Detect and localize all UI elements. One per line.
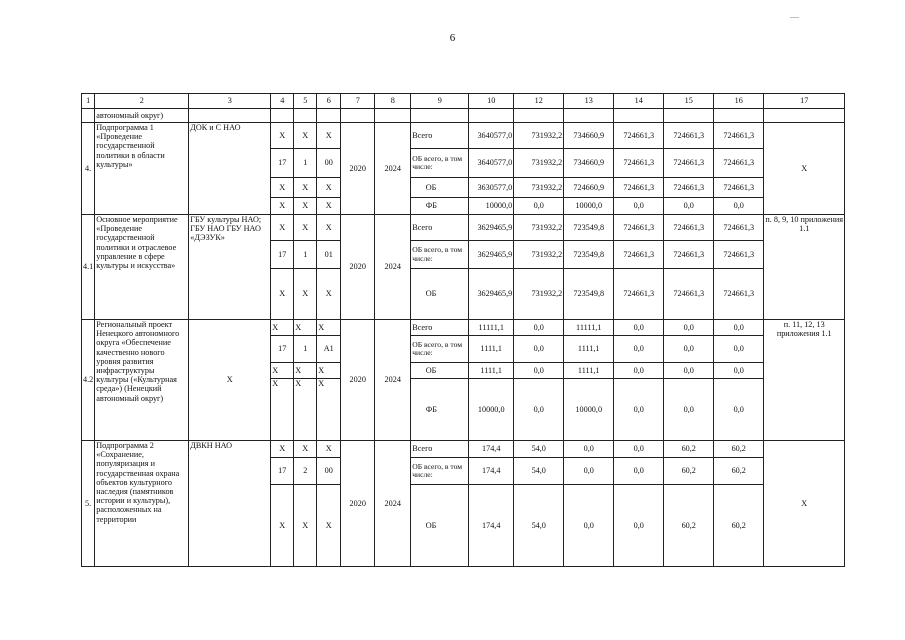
header-cell: 6 [317,94,341,109]
note-cell: п. 8, 9, 10 приложения 1.1 [764,215,845,320]
value-cell: 731932,2 [514,178,564,198]
value-cell: 724661,3 [714,149,764,178]
value-cell: 0,0 [514,198,564,215]
source-label: Всего [411,441,469,458]
value-cell: 1111,1 [564,363,614,379]
value-cell: 724661,3 [664,215,714,241]
value-cell: 0,0 [614,379,664,441]
code-cell: 00 [317,458,341,485]
code-cell: X [271,363,294,379]
value-cell: 3630577,0 [469,178,514,198]
value-cell: 723549,8 [564,241,614,269]
code-cell: X [294,215,317,241]
value-cell: 0,0 [664,363,714,379]
code-cell: X [271,320,294,336]
year-start: 2020 [341,123,375,215]
value-cell: 0,0 [614,485,664,567]
value-cell: 724661,3 [714,269,764,320]
value-cell: 3640577,0 [469,123,514,149]
value-cell: 0,0 [514,320,564,336]
header-cell: 3 [189,94,271,109]
source-label: Всего [411,215,469,241]
code-cell: 01 [317,241,341,269]
row-number: 4. [82,123,95,215]
value-cell: 60,2 [714,485,764,567]
header-cell: 9 [411,94,469,109]
program-name: Подпрограмма 1 «Проведение государственной политики в области культуры» [95,123,189,215]
source-label: ОБ [425,485,469,567]
value-cell: 724661,3 [614,269,664,320]
value-cell: 1111,1 [564,336,614,363]
value-cell: 11111,1 [469,320,514,336]
value-cell: 3629465,9 [469,241,514,269]
code-cell: X [317,485,341,567]
header-cell: 13 [564,94,614,109]
code-cell: 17 [271,241,294,269]
year-end: 2024 [375,215,411,320]
header-cell: 4 [271,94,294,109]
value-cell: 0,0 [614,336,664,363]
value-cell: 0,0 [564,441,614,458]
header-cell: 5 [294,94,317,109]
header-cell: 14 [614,94,664,109]
header-cell: 16 [714,94,764,109]
code-cell: X [317,320,341,336]
code-cell: X [271,485,294,567]
source-label: ОБ [425,269,469,320]
code-cell: X [294,363,317,379]
code-cell: 1 [294,149,317,178]
value-cell: 3629465,9 [469,215,514,241]
code-cell: X [317,198,341,215]
value-cell: 734660,9 [564,123,614,149]
code-cell: X [271,379,294,441]
code-cell: X [271,215,294,241]
value-cell: 724661,3 [614,123,664,149]
header-cell: 8 [375,94,411,109]
value-cell: 60,2 [714,441,764,458]
source-label: ФБ [425,379,469,441]
source-label: ОБ всего, в том числе: [411,458,469,485]
code-cell: X [271,178,294,198]
value-cell: 54,0 [514,485,564,567]
row-number: 4.2 [82,320,95,441]
table-row [82,441,845,458]
executor: X [189,320,271,441]
code-cell: X [317,123,341,149]
code-cell: X [294,269,317,320]
table-row [82,215,845,241]
executor: ГБУ культуры НАО; ГБУ НАО ГБУ НАО «ДЭЗУК» [189,215,271,320]
value-cell: 1111,1 [469,363,514,379]
value-cell: 724661,3 [614,241,664,269]
note-cell: X [764,441,845,567]
value-cell: 10000,0 [469,198,514,215]
code-cell: X [271,441,294,458]
row-number: 5. [82,441,95,567]
value-cell: 0,0 [564,458,614,485]
source-label: Всего [411,123,469,149]
code-cell: X [294,485,317,567]
value-cell: 10000,0 [469,379,514,441]
value-cell: 724661,3 [664,241,714,269]
header-cell: 10 [469,94,514,109]
code-cell: A1 [317,336,341,363]
code-cell: X [271,123,294,149]
value-cell: 724661,3 [664,123,714,149]
program-name: Подпрограмма 2 «Сохранение, популяризация и государственная охрана объектов культурного наследия (памятников истории и культуры), расположенных на территории [95,441,189,567]
value-cell: 0,0 [664,320,714,336]
code-cell: X [317,363,341,379]
value-cell: 3629465,9 [469,269,514,320]
value-cell: 731932,2 [514,149,564,178]
year-end: 2024 [375,123,411,215]
value-cell: 724661,3 [714,241,764,269]
value-cell: 0,0 [614,320,664,336]
source-label: ОБ [425,363,469,379]
value-cell: 0,0 [614,458,664,485]
value-cell: 60,2 [664,441,714,458]
corner-mark: — [790,12,799,22]
value-cell: 1111,1 [469,336,514,363]
header-cell: 17 [764,94,845,109]
code-cell: X [294,379,317,441]
code-cell: 17 [271,336,294,363]
code-cell: 2 [294,458,317,485]
code-cell: 1 [294,336,317,363]
source-label: ОБ [425,178,469,198]
executor: ДВКН НАО [189,441,271,567]
value-cell: 724661,3 [714,178,764,198]
header-row [82,94,845,109]
note-cell: X [764,123,845,215]
value-cell: 0,0 [714,379,764,441]
source-label: ФБ [425,198,469,215]
code-cell: X [317,178,341,198]
value-cell: 724661,3 [614,178,664,198]
page-number: 6 [449,32,456,44]
value-cell: 174,4 [469,485,514,567]
value-cell: 0,0 [664,198,714,215]
table-row [82,320,845,336]
value-cell: 0,0 [514,363,564,379]
value-cell: 11111,1 [564,320,614,336]
program-name: Региональный проект Ненецкого автономного округа «Обеспечение качественно нового уровня развития инфраструктуры культуры («Культурная среда») (Ненецкий автономный округ) [95,320,189,441]
value-cell: 723549,8 [564,269,614,320]
code-cell: 00 [317,149,341,178]
continuation-row [82,109,845,123]
value-cell: 0,0 [714,320,764,336]
code-cell: X [294,178,317,198]
source-label: Всего [411,320,469,336]
year-end: 2024 [375,320,411,441]
source-label: ОБ всего, в том числе: [411,241,469,269]
code-cell: 17 [271,458,294,485]
value-cell: 0,0 [664,336,714,363]
header-cell: 15 [664,94,714,109]
value-cell: 60,2 [664,485,714,567]
source-label: ОБ всего, в том числе: [411,336,469,363]
code-cell: X [294,198,317,215]
table-row [82,123,845,149]
code-cell: X [271,269,294,320]
executor: ДОК и С НАО [189,123,271,215]
header-cell: 1 [82,94,95,109]
value-cell: 724661,3 [614,215,664,241]
code-cell: 1 [294,241,317,269]
value-cell: 10000,0 [564,198,614,215]
value-cell: 724661,3 [664,149,714,178]
value-cell: 60,2 [714,458,764,485]
header-cell: 7 [341,94,375,109]
value-cell: 0,0 [614,198,664,215]
value-cell: 724661,3 [614,149,664,178]
note-cell: п. 11, 12, 13 приложения 1.1 [764,320,845,441]
code-cell: X [317,215,341,241]
source-label: ОБ всего, в том числе: [411,149,469,178]
value-cell: 731932,2 [514,269,564,320]
year-start: 2020 [341,320,375,441]
year-end: 2024 [375,441,411,567]
header-cell: 2 [95,94,189,109]
year-start: 2020 [341,215,375,320]
value-cell: 731932,2 [514,215,564,241]
row-number: 4.1 [82,215,95,320]
value-cell: 0,0 [714,336,764,363]
program-name: Основное мероприятие «Проведение государственной политики и отраслевое управление в сфере культуры и искусства» [95,215,189,320]
value-cell: 724661,3 [714,123,764,149]
value-cell: 0,0 [514,379,564,441]
value-cell: 54,0 [514,458,564,485]
code-cell: X [294,123,317,149]
value-cell: 54,0 [514,441,564,458]
budget-table [81,93,845,567]
continuation-text: автономный округ) [95,109,189,123]
value-cell: 0,0 [714,198,764,215]
code-cell: X [271,198,294,215]
value-cell: 0,0 [564,485,614,567]
year-start: 2020 [341,441,375,567]
code-cell: X [317,379,341,441]
value-cell: 10000,0 [564,379,614,441]
code-cell: X [294,320,317,336]
value-cell: 724661,3 [664,178,714,198]
value-cell: 174,4 [469,458,514,485]
value-cell: 60,2 [664,458,714,485]
value-cell: 0,0 [514,336,564,363]
value-cell: 0,0 [664,379,714,441]
code-cell: X [317,441,341,458]
header-cell: 12 [514,94,564,109]
value-cell: 3640577,0 [469,149,514,178]
value-cell: 724661,3 [664,269,714,320]
value-cell: 724660,9 [564,178,614,198]
value-cell: 731932,2 [514,123,564,149]
value-cell: 0,0 [614,363,664,379]
code-cell: 17 [271,149,294,178]
value-cell: 723549,8 [564,215,614,241]
value-cell: 174,4 [469,441,514,458]
value-cell: 731932,2 [514,241,564,269]
value-cell: 0,0 [714,363,764,379]
code-cell: X [294,441,317,458]
value-cell: 724661,3 [714,215,764,241]
value-cell: 734660,9 [564,149,614,178]
value-cell: 0,0 [614,441,664,458]
code-cell: X [317,269,341,320]
